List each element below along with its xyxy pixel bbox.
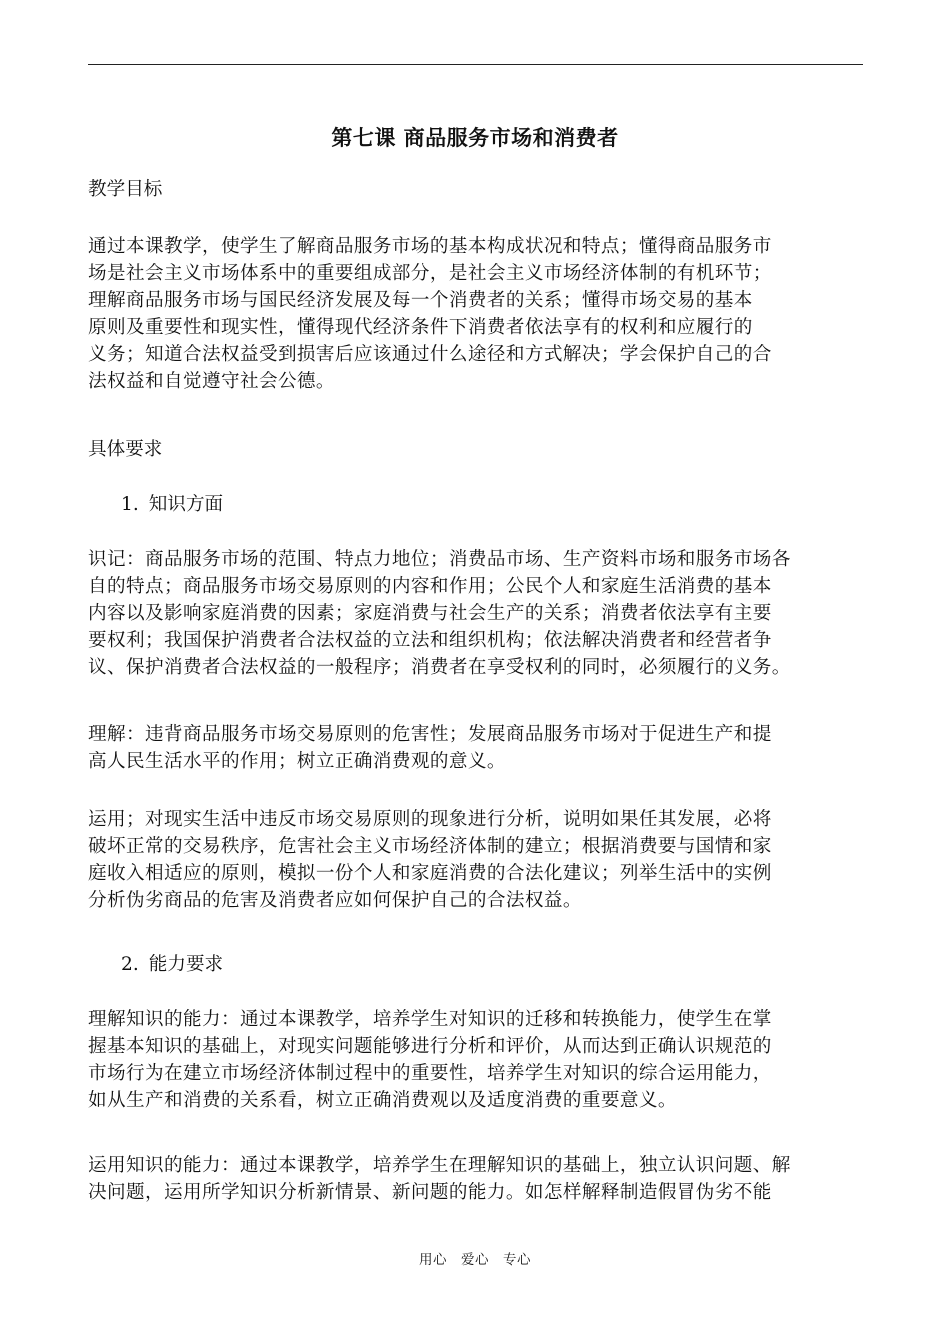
header-rule — [88, 64, 863, 65]
paragraph-line: 分析伪劣商品的危害及消费者应如何保护自己的合法权益。 — [88, 890, 582, 911]
page-title: 第七课 商品服务市场和消费者 — [331, 126, 619, 150]
paragraph-line: 识记：商品服务市场的范围、特点力地位；消费品市场、生产资料市场和服务市场各 — [88, 549, 791, 570]
paragraph-line: 法权益和自觉遵守社会公德。 — [88, 371, 335, 392]
paragraph-line: 理解：违背商品服务市场交易原则的危害性；发展商品服务市场对于促进生产和提 — [88, 724, 772, 745]
paragraph-line: 理解商品服务市场与国民经济发展及每一个消费者的关系；懂得市场交易的基本 — [88, 290, 753, 311]
paragraph-line: 高人民生活水平的作用；树立正确消费观的意义。 — [88, 751, 506, 772]
subheading-ability — [121, 951, 223, 978]
apply-paragraph — [88, 806, 864, 914]
section-heading-goal: 教学目标 — [88, 179, 163, 200]
paragraph-line: 握基本知识的基础上，对现实问题能够进行分析和评价，从而达到正确认识规范的 — [88, 1036, 772, 1057]
subheading-knowledge — [121, 491, 223, 518]
paragraph-line: 义务；知道合法权益受到损害后应该通过什么途径和方式解决；学会保护自己的合 — [88, 344, 772, 365]
subheading-number: 2. — [121, 954, 139, 975]
recall-paragraph — [88, 546, 864, 681]
paragraph-line: 市场行为在建立市场经济体制过程中的重要性，培养学生对知识的综合运用能力， — [88, 1063, 772, 1084]
paragraph-line: 运用知识的能力：通过本课教学，培养学生在理解知识的基础上，独立认识问题、解 — [88, 1155, 791, 1176]
subheading-number: 1. — [121, 494, 139, 515]
subheading-label: 能力要求 — [148, 954, 224, 975]
paragraph-line: 破坏正常的交易秩序，危害社会主义市场经济体制的建立；根据消费要与国情和家 — [88, 836, 772, 857]
paragraph-line: 场是社会主义市场体系中的重要组成部分，是社会主义市场经济体制的有机环节； — [88, 263, 772, 284]
paragraph-line: 运用；对现实生活中违反市场交易原则的现象进行分析，说明如果任其发展，必将 — [88, 809, 772, 830]
paragraph-line: 要权利；我国保护消费者合法权益的立法和组织机构；依法解决消费者和经营者争 — [88, 630, 772, 651]
paragraph-line: 通过本课教学，使学生了解商品服务市场的基本构成状况和特点；懂得商品服务市 — [88, 236, 772, 257]
paragraph-line: 理解知识的能力：通过本课教学，培养学生对知识的迁移和转换能力，使学生在掌 — [88, 1009, 772, 1030]
paragraph-line: 原则及重要性和现实性，懂得现代经济条件下消费者依法享有的权利和应履行的 — [88, 317, 753, 338]
ability-understanding-paragraph — [88, 1006, 864, 1114]
subheading-label: 知识方面 — [148, 494, 224, 515]
paragraph-line: 庭收入相适应的原则，模拟一份个人和家庭消费的合法化建议；列举生活中的实例 — [88, 863, 772, 884]
page-footer: 用心 爱心 专心 — [419, 1252, 531, 1268]
paragraph-line: 决问题，运用所学知识分析新情景、新问题的能力。如怎样解释制造假冒伪劣不能 — [88, 1182, 772, 1203]
paragraph-line: 自的特点；商品服务市场交易原则的内容和作用；公民个人和家庭生活消费的基本 — [88, 576, 772, 597]
section-heading-requirements: 具体要求 — [88, 439, 163, 460]
ability-application-paragraph — [88, 1152, 864, 1206]
paragraph-line: 议、保护消费者合法权益的一般程序；消费者在享受权利的同时，必须履行的义务。 — [88, 657, 791, 678]
paragraph-line: 内容以及影响家庭消费的因素；家庭消费与社会生产的关系；消费者依法享有主要 — [88, 603, 772, 624]
understand-paragraph — [88, 721, 864, 775]
goal-paragraph — [88, 233, 864, 395]
paragraph-line: 如从生产和消费的关系看，树立正确消费观以及适度消费的重要意义。 — [88, 1090, 677, 1111]
